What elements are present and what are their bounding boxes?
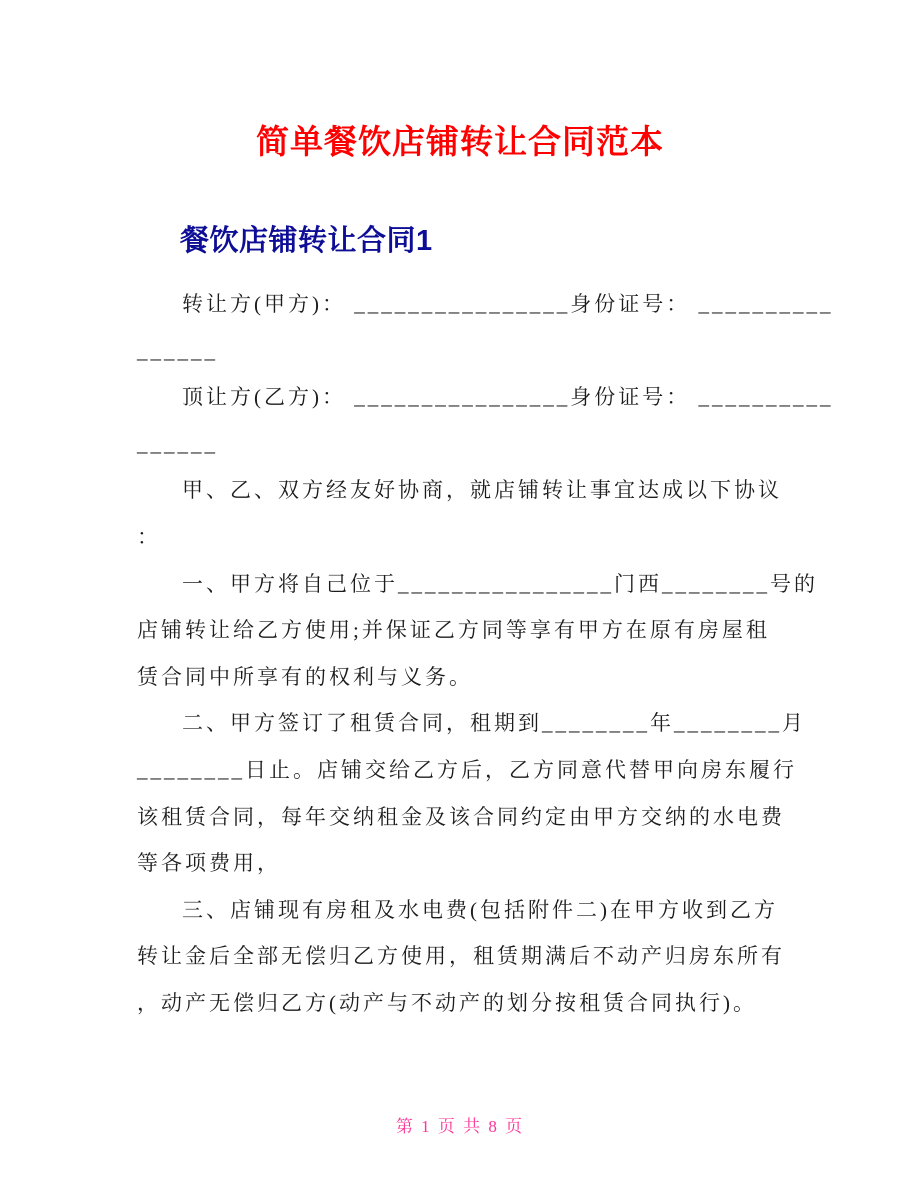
document-body — [137, 281, 834, 1027]
document-title: 简单餐饮店铺转让合同范本 — [256, 123, 664, 160]
document-line: 赁合同中所享有的权利与义务。 — [137, 664, 473, 689]
section-heading: 餐饮店铺转让合同1 — [180, 225, 433, 257]
document-line: ______ — [137, 338, 218, 363]
page-number-indicator: 第 1 页 共 8 页 — [395, 1117, 525, 1136]
document-line: 顶让方(乙方)： ________________身份证号： __________ — [182, 385, 834, 410]
document-line: 一、甲方将自己位于________________门西________号的 — [182, 571, 818, 596]
document-line: ，动产无偿归乙方(动产与不动产的划分按租赁合同执行)。 — [137, 990, 757, 1015]
document-line: 甲、乙、双方经友好协商，就店铺转让事宜达成以下协议 — [182, 478, 782, 503]
document-line: ： — [137, 524, 161, 549]
document-line: 转让方(甲方)： ________________身份证号： __________ — [182, 292, 834, 316]
document-line: 店铺转让给乙方使用;并保证乙方同等享有甲方在原有房屋租 — [137, 618, 770, 643]
document-line: 三、店铺现有房租及水电费(包括附件二)在甲方收到乙方 — [182, 897, 778, 922]
document-line: 转让金后全部无偿归乙方使用，租赁期满后不动产归房东所有 — [137, 944, 785, 969]
document-line: 该租赁合同，每年交纳租金及该合同约定由甲方交纳的水电费 — [137, 804, 785, 829]
document-line: 等各项费用， — [137, 851, 281, 876]
document-line: 二、甲方签订了租赁合同，租期到________年________月 — [182, 711, 806, 736]
document-line: ______ — [137, 431, 218, 456]
document-line: ________日止。店铺交给乙方后，乙方同意代替甲向房东履行 — [137, 757, 797, 782]
